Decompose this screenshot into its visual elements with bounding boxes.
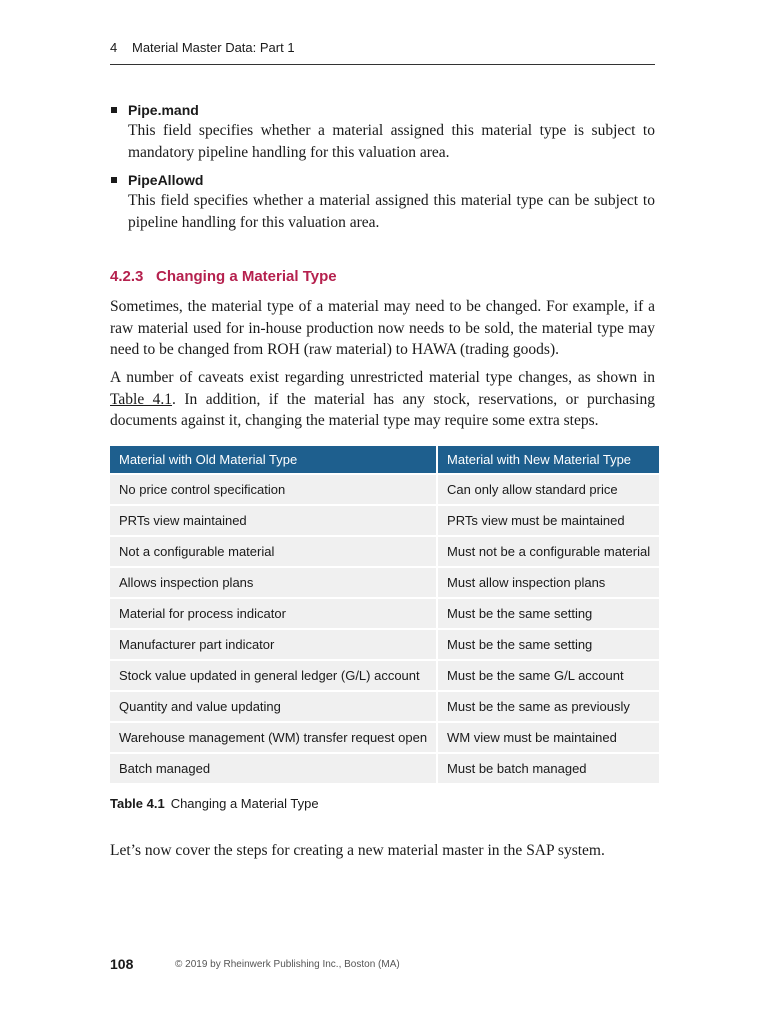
table-cell: Not a configurable material <box>110 535 438 566</box>
list-item <box>110 100 655 164</box>
body-paragraph <box>110 367 655 432</box>
paragraph-text: . In addition, if the material has any stock, reservations, or purchasing documents against it, changing the material type may require some extra steps. <box>110 390 655 429</box>
table-row <box>110 535 659 566</box>
table-cell: Stock value updated in general ledger (G/L) account <box>110 659 438 690</box>
table-cell: Must be the same setting <box>438 597 659 628</box>
table-cell: Batch managed <box>110 752 438 783</box>
chapter-title: Material Master Data: Part 1 <box>132 40 295 55</box>
table-row <box>110 752 659 783</box>
table-row <box>110 566 659 597</box>
table-cell: WM view must be maintained <box>438 721 659 752</box>
table-row <box>110 504 659 535</box>
column-header: Material with New Material Type <box>438 446 659 473</box>
table-cell: No price control specification <box>110 473 438 504</box>
page-number: 108 <box>110 956 134 972</box>
table-cell: Allows inspection plans <box>110 566 438 597</box>
material-type-table <box>110 446 659 783</box>
bullet-square-icon <box>111 177 117 183</box>
table-header-row <box>110 446 659 473</box>
table-cell: Quantity and value updating <box>110 690 438 721</box>
table-cell: Must be the same G/L account <box>438 659 659 690</box>
list-item <box>110 170 655 234</box>
bullet-description: This field specifies whether a material assigned this material type is subject to mandatory pipeline handling for this valuation area. <box>128 122 655 161</box>
table-row <box>110 597 659 628</box>
paragraph-text: A number of caveats exist regarding unrestricted material type changes, as shown in <box>110 369 655 386</box>
caption-label: Table 4.1 <box>110 796 165 811</box>
section-title: Changing a Material Type <box>156 268 337 285</box>
bullet-term: Pipe.mand <box>128 102 199 118</box>
table-row <box>110 659 659 690</box>
running-header <box>110 38 655 65</box>
table-cell: Can only allow standard price <box>438 473 659 504</box>
table-row <box>110 721 659 752</box>
table-cell: Must be the same setting <box>438 628 659 659</box>
table-reference-link[interactable]: Table 4.1 <box>110 390 173 408</box>
section-heading <box>110 268 655 285</box>
column-header: Material with Old Material Type <box>110 446 438 473</box>
bullet-list <box>110 100 655 240</box>
table-cell: Must be the same as previously <box>438 690 659 721</box>
table-cell: Manufacturer part indicator <box>110 628 438 659</box>
chapter-number: 4 <box>110 40 118 55</box>
bullet-description: This field specifies whether a material assigned this material type can be subject to pipeline handling for this valuation area. <box>128 192 655 231</box>
table-cell: Material for process indicator <box>110 597 438 628</box>
table-cell: Must allow inspection plans <box>438 566 659 597</box>
bullet-square-icon <box>111 107 117 113</box>
body-paragraph: Sometimes, the material type of a material may need to be changed. For example, if a raw material used for in-house production now needs to be sold, the material type may need to be changed from ROH (raw material) to HAWA (trading goods). <box>110 298 655 358</box>
table-cell: Must be batch managed <box>438 752 659 783</box>
table-cell: PRTs view maintained <box>110 504 438 535</box>
table-row <box>110 473 659 504</box>
table-cell: Must not be a configurable material <box>438 535 659 566</box>
table-caption <box>110 796 319 811</box>
body-paragraph: Let’s now cover the steps for creating a new material master in the SAP system. <box>110 842 605 859</box>
caption-text: Changing a Material Type <box>170 796 319 811</box>
table-cell: PRTs view must be maintained <box>438 504 659 535</box>
section-number: 4.2.3 <box>110 268 144 285</box>
table-row <box>110 628 659 659</box>
bullet-term: PipeAllowd <box>128 172 204 188</box>
table-cell: Warehouse management (WM) transfer request open <box>110 721 438 752</box>
table-row <box>110 690 659 721</box>
copyright-notice: © 2019 by Rheinwerk Publishing Inc., Boston (MA) <box>175 959 400 970</box>
